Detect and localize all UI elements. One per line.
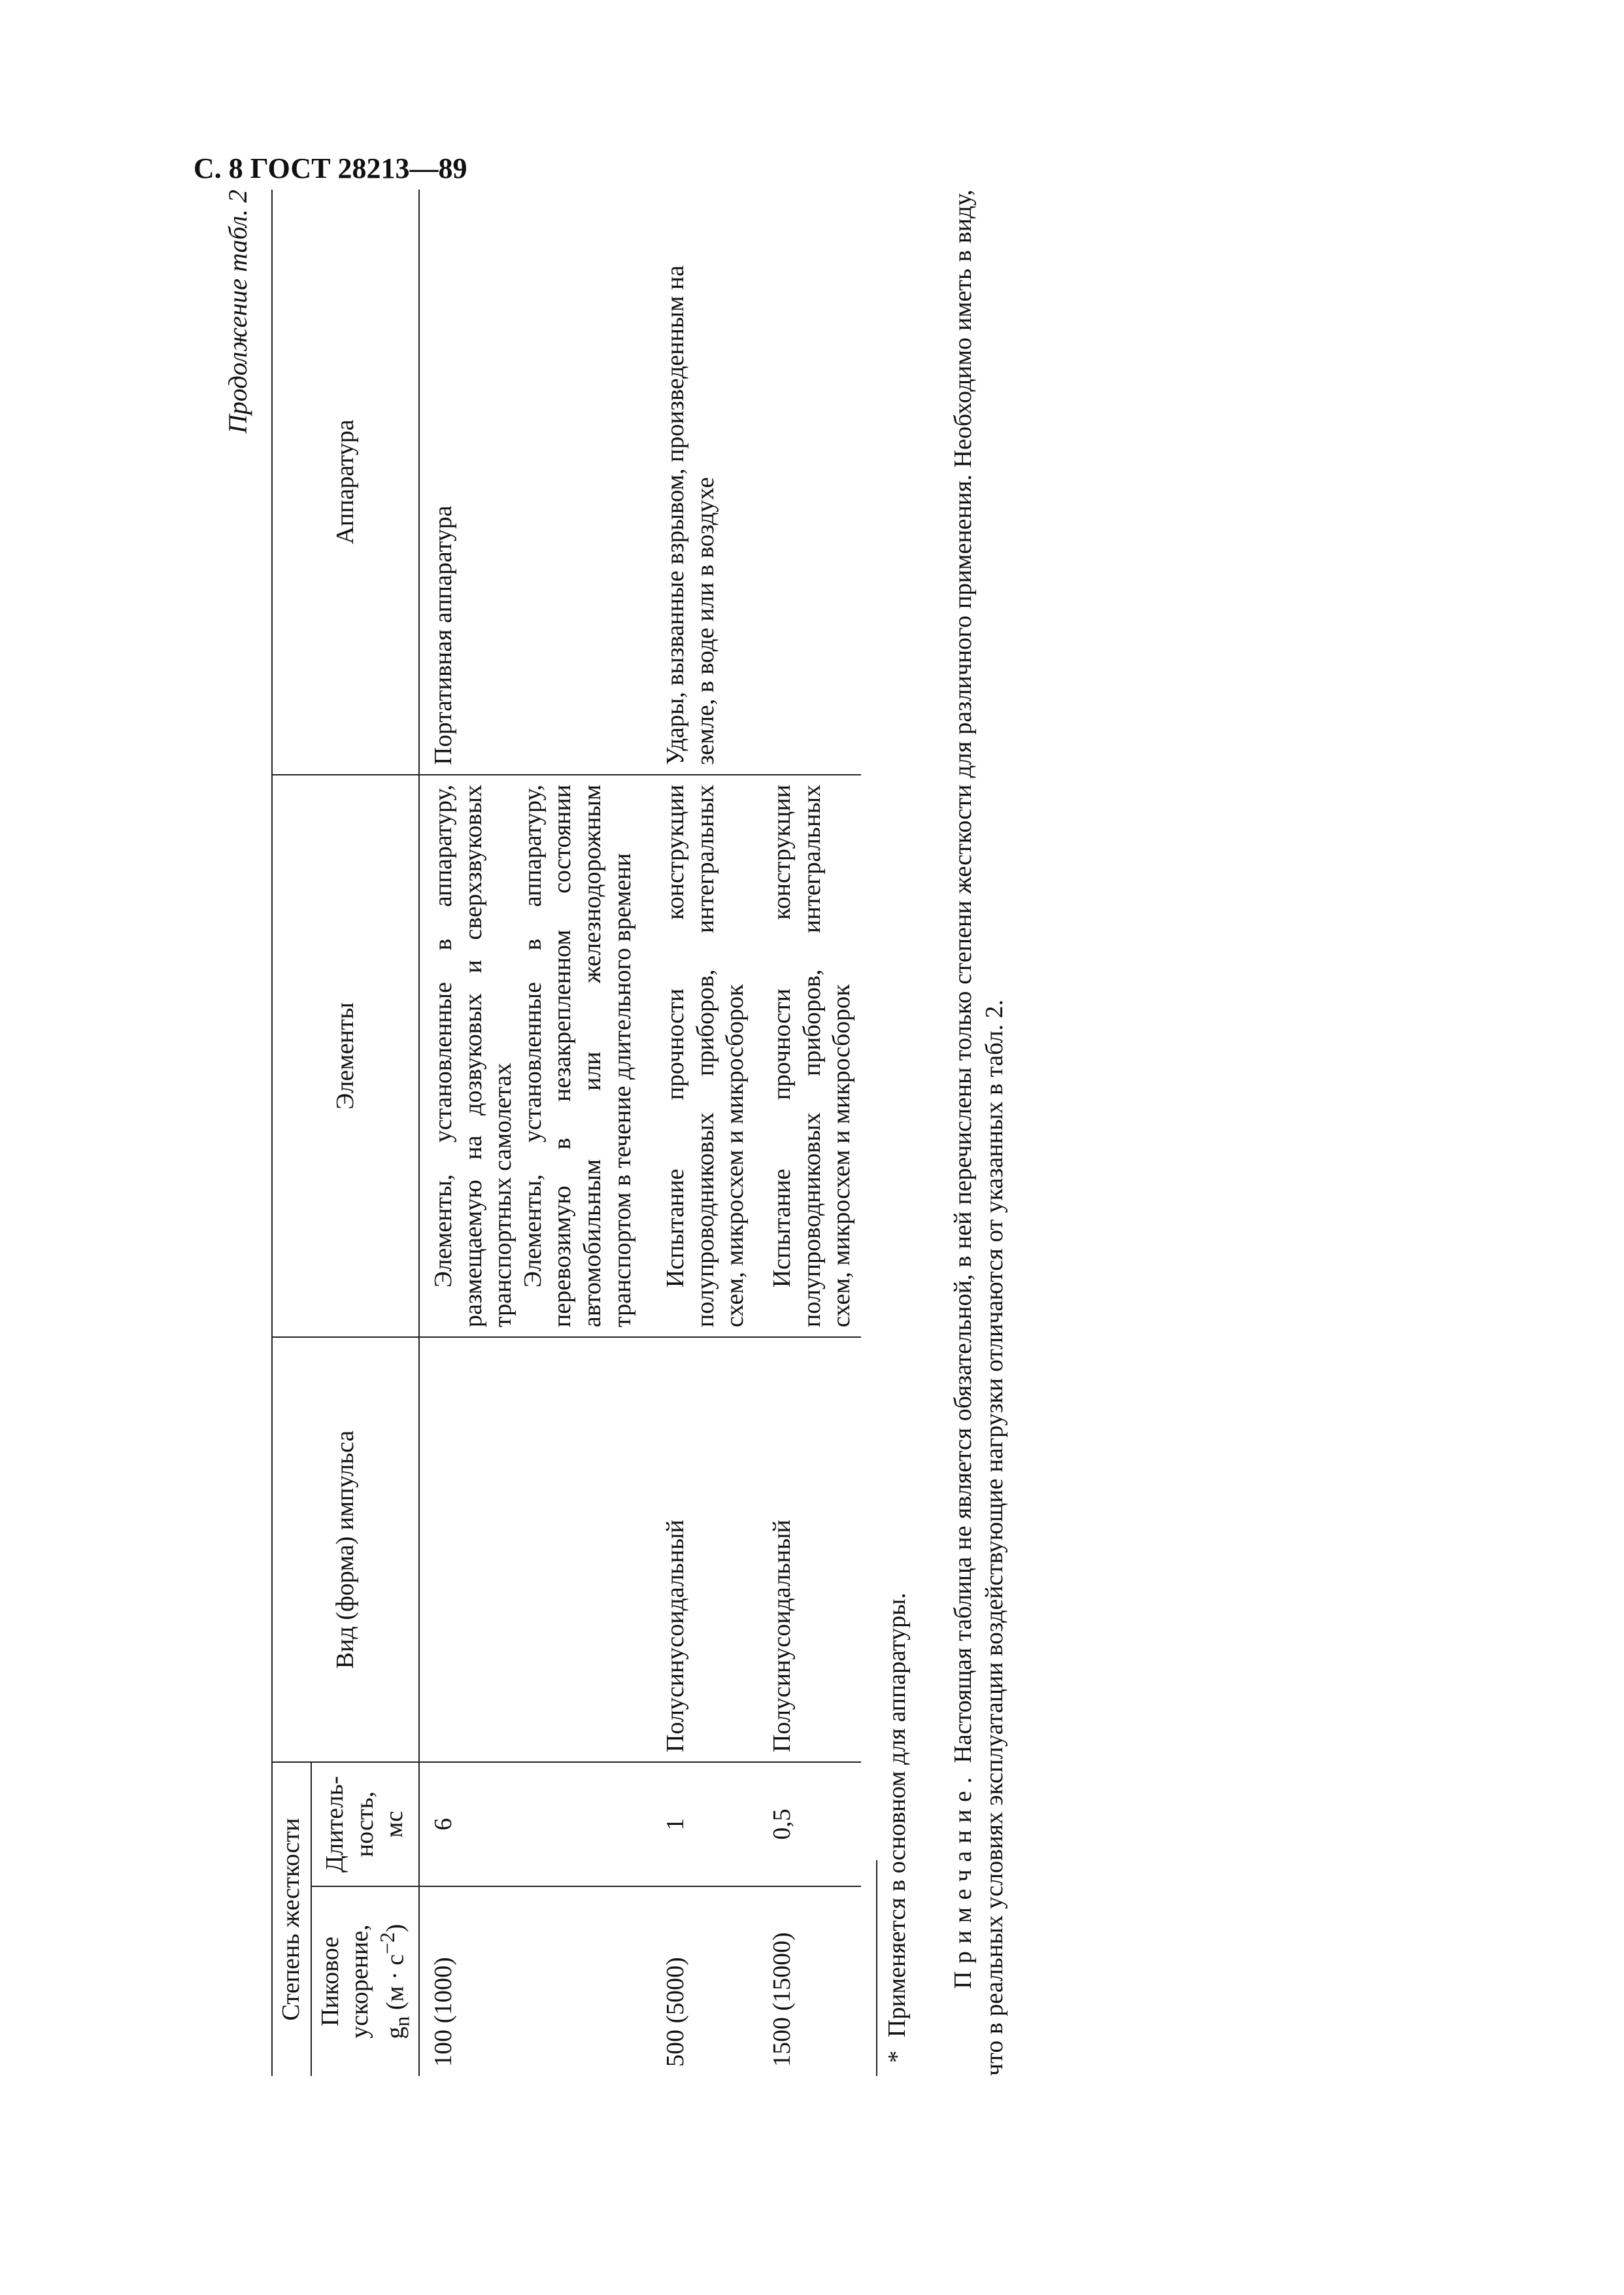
apparatus-column-header: Аппаратура: [272, 190, 419, 775]
pulse-cell: [419, 1337, 657, 1762]
page-header: С. 8 ГОСТ 28213—89: [194, 152, 467, 184]
apparatus-cell: Удары, вызванные взрывом, произведенным на земле, в воде или в воздухе: [657, 190, 764, 775]
elements-cell: [764, 775, 861, 1337]
elements-column-header: Элементы: [272, 775, 419, 1337]
pulse-cell: Полусинусоидальный: [657, 1337, 764, 1762]
acceleration-cell: 500 (5000): [662, 1957, 690, 2067]
elements-cell: [419, 775, 657, 1337]
pulse-cell: Полусинусоидальный: [764, 1337, 861, 1762]
table-row: [419, 190, 657, 2076]
severity-table: [271, 190, 861, 2076]
pulse-column-header: Вид (форма) импульса: [272, 1337, 419, 1762]
footnote-text: Применяется в основном для аппаратуры.: [883, 1592, 911, 2037]
elements-paragraph: Испытание прочности конструкции полупроводниковых приборов, интегральных схем, микросхем и микросборок: [768, 784, 856, 1327]
rotated-content: [222, 190, 1046, 2076]
duration-column-header: Длитель- ность, мс: [311, 1762, 419, 1886]
footnote: [883, 1593, 911, 2063]
acceleration-cell: 1500 (15000): [768, 1932, 796, 2067]
acceleration-cell: 100 (1000): [430, 1957, 458, 2067]
footnote-rule: [876, 1860, 877, 2076]
severity-group-header: Степень жесткости: [272, 1762, 311, 2076]
elements-cell: [657, 775, 764, 1337]
footnote-marker: *: [883, 2050, 911, 2063]
duration-cell: 0,5: [764, 1762, 861, 1886]
table-row: [764, 190, 861, 2076]
apparatus-cell: Портативная аппаратура: [419, 190, 657, 775]
continuation-label: Продолжение табл. 2: [223, 190, 252, 434]
table-row: [657, 190, 764, 2076]
elements-paragraph: Испытание прочности конструкции полупроводниковых приборов, интегральных схем, микросхем и микросборок: [662, 784, 749, 1327]
elements-paragraph: Элементы, установленные в аппаратуру, размещаемую на дозвуковых и сверхзвуковых транспортных самолетах: [430, 784, 517, 1327]
note-paragraph: [948, 190, 1010, 2076]
elements-paragraph: Элементы, установленные в аппаратуру, перевозимую в незакрепленном состоянии автомобильным или железнодорожным транспортом в течение длительного времени: [518, 784, 636, 1327]
duration-cell: 1: [657, 1762, 764, 1886]
note-text: Настоящая таблица не является обязательной, в ней перечислены только степени жесткости для различного применения. Необходимо иметь в виду, что в реальных условиях эксплуатации воздействующие нагрузки отличаются от указанных в табл. 2.: [949, 189, 1008, 2076]
apparatus-cell: [764, 190, 861, 775]
duration-cell: 6: [419, 1762, 657, 1886]
note-label: Примечание.: [949, 1769, 977, 1989]
acceleration-column-header: Пиковое ускорение, $g_n$ $(м \cdot с^{-2})$: [311, 1886, 419, 2076]
